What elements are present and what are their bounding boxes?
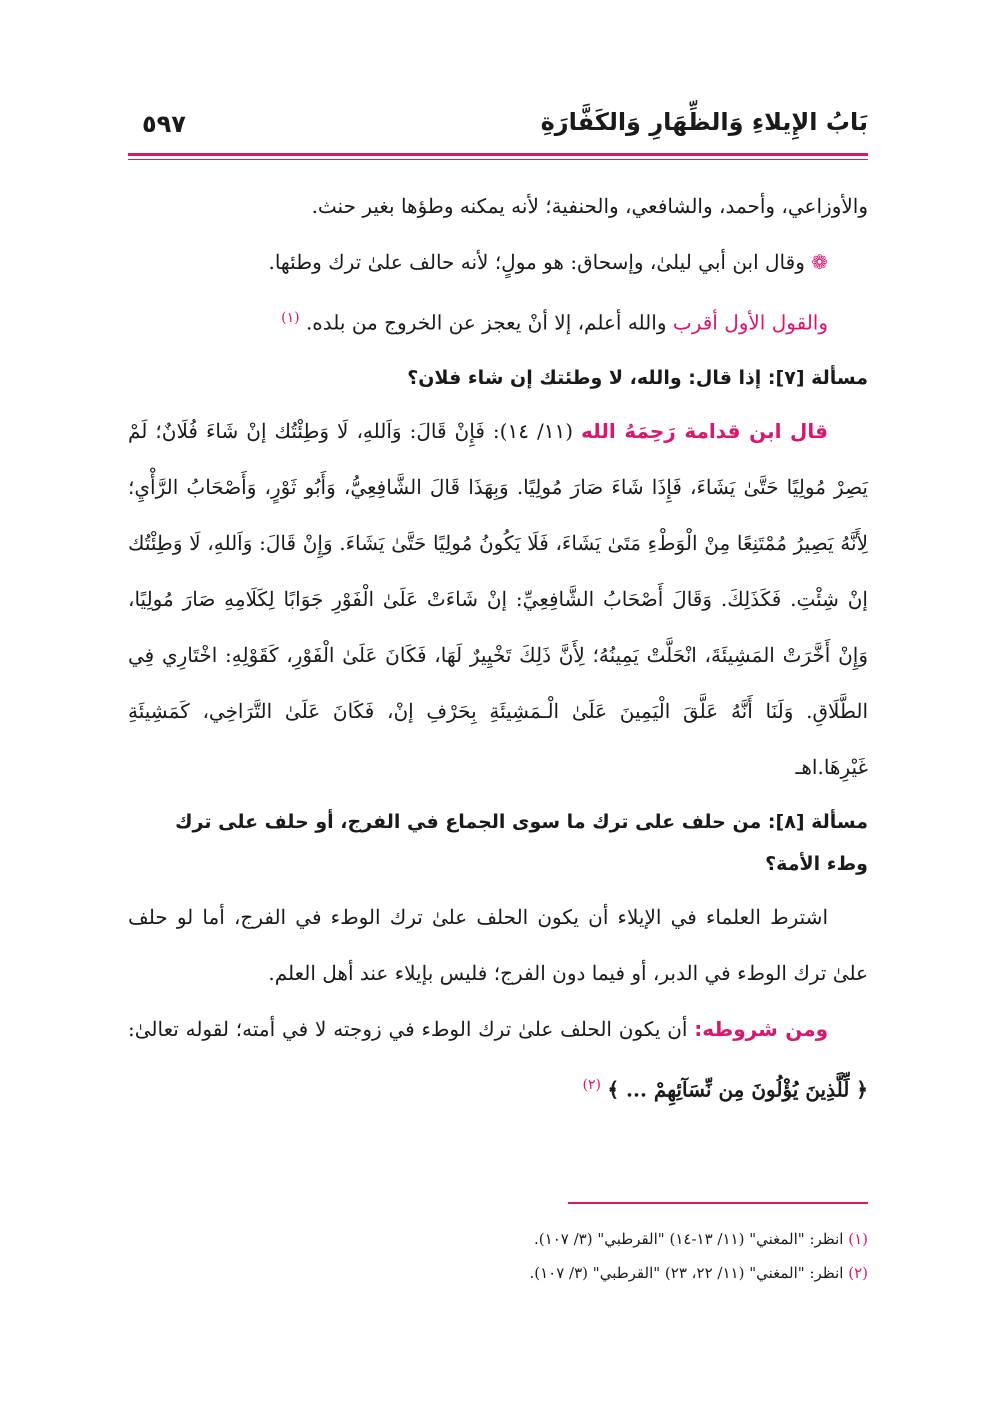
quote-text: (١١/ ١٤): فَإِنْ قَالَ: وَاَللهِ، لَا وَطِئْتُك إنْ شَاءَ فُلَانٌ؛ لَمْ يَصِرْ مُولِيًا حَتَّىٰ يَشَاءَ، فَإِذَا شَاءَ صَارَ مُولِيًا. وَبِهَذَا قَالَ الشَّافِعِيُّ، وَأَبُو ثَوْرٍ، وَأَصْحَابُ الرَّأْيِ؛ لِأَنَّهُ يَصِيرُ مُمْتَنِعًا مِنْ الْوَطْءِ مَتَىٰ يَشَاءَ، فَلَا يَكُونُ مُولِيًا حَتَّىٰ يَشَاءَ. وَإِنْ قَالَ: وَاَللهِ، لَا وَطِئْتُك إنْ شِئْتِ. فَكَذَلِكَ. وَقَالَ أَصْحَابُ الشَّافِعِيِّ: إنْ شَاءَتْ عَلَىٰ الْفَوْرِ جَوَابًا لِكَلَامِهِ صَارَ مُولِيًا، وَإِنْ أَخَّرَتْ المَشِيئَةَ، انْحَلَّتْ يَمِينُهُ؛ لِأَنَّ ذَلِكَ تَخْيِيرٌ لَهَا، فَكَانَ عَلَىٰ الْفَوْرِ، كَقَوْلِهِ: اخْتَارِي فِي الطَّلَاقِ. وَلَنَا أَنَّهُ عَلَّقَ الْيَمِينَ عَلَىٰ الْـمَشِيئَةِ بِحَرْفِ إنْ، فَكَانَ عَلَىٰ التَّرَاخِي، كَمَشِيئَةِ غَيْرِهَا.اهـ [128,418,868,779]
footnote-ref-1[interactable]: (١) [281,310,300,326]
paragraph-2-text: وقال ابن أبي ليلىٰ، وإسحاق: هو مولٍ؛ لأنه حالف علىٰ ترك وطئها. [268,250,805,274]
paragraph-3-text: والله أعلم، إلا أنْ يعجز عن الخروج من بلده. [305,310,667,335]
flower-icon: ❁ [811,250,828,274]
footnote-1-text: انظر: "المغني" (١١/ ١٣-١٤) "القرطبي" (٣/ ١٠٧). [534,1230,844,1248]
issue-7-heading: مسألة [٧]: إذا قال: والله، لا وطئتك إن شاء فلان؟ [407,366,868,389]
footnotes [128,1222,868,1290]
paragraph-4: اشترط العلماء في الإيلاء أن يكون الحلف علىٰ ترك الوطء في الفرج، أما لو حلف علىٰ ترك الوطء في الدبر، أو فيما دون الفرج؛ فليس بإيلاء عند أهل العلم. [128,904,868,985]
quran-verse: ﴿ لِّلَّذِينَ يُؤْلُونَ مِن نِّسَآئِهِمْ ... ﴾ [607,1077,868,1102]
footnote-rule [568,1202,868,1204]
paragraph-3 [128,290,868,351]
quote-author: قال ابن قدامة رَحِمَهُ الله [581,418,829,443]
footnote-1-number: (١) [848,1230,868,1248]
conditions-highlight: ومن شروطه: [694,1016,829,1041]
footnote-1 [128,1222,868,1256]
footnote-2-text: انظر: "المغني" (١١/ ٢٢، ٢٣) "القرطبي" (٣/ ١٠٧). [529,1264,844,1282]
page-body [128,178,868,1117]
chapter-title: بَابُ الإِيلاءِ وَالظِّهَارِ وَالكَفَّارَةِ [540,108,868,136]
footnote-2-number: (٢) [848,1264,868,1282]
footnote-2 [128,1256,868,1290]
page-number: ٥٩٧ [142,110,186,138]
header-rule-thin [128,159,868,160]
paragraph-2 [128,234,868,290]
page-header [128,100,868,150]
header-rule [128,153,868,156]
issue-8-heading: مسألة [٨]: من حلف على ترك ما سوى الجماع في الفرج، أو حلف على ترك وطء الأمة؟ [175,810,868,875]
paragraph-1: والأوزاعي، وأحمد، والشافعي، والحنفية؛ لأنه يمكنه وطؤها بغير حنث. [311,194,868,218]
paragraph-5-text: أن يكون الحلف علىٰ ترك الوطء في زوجته لا في أمته؛ لقوله تعالىٰ: [128,1016,688,1041]
footnote-ref-2[interactable]: (٢) [582,1076,601,1093]
opinion-highlight: والقول الأول أقرب [672,310,828,335]
quote-paragraph [128,403,868,795]
paragraph-5 [128,1001,868,1118]
